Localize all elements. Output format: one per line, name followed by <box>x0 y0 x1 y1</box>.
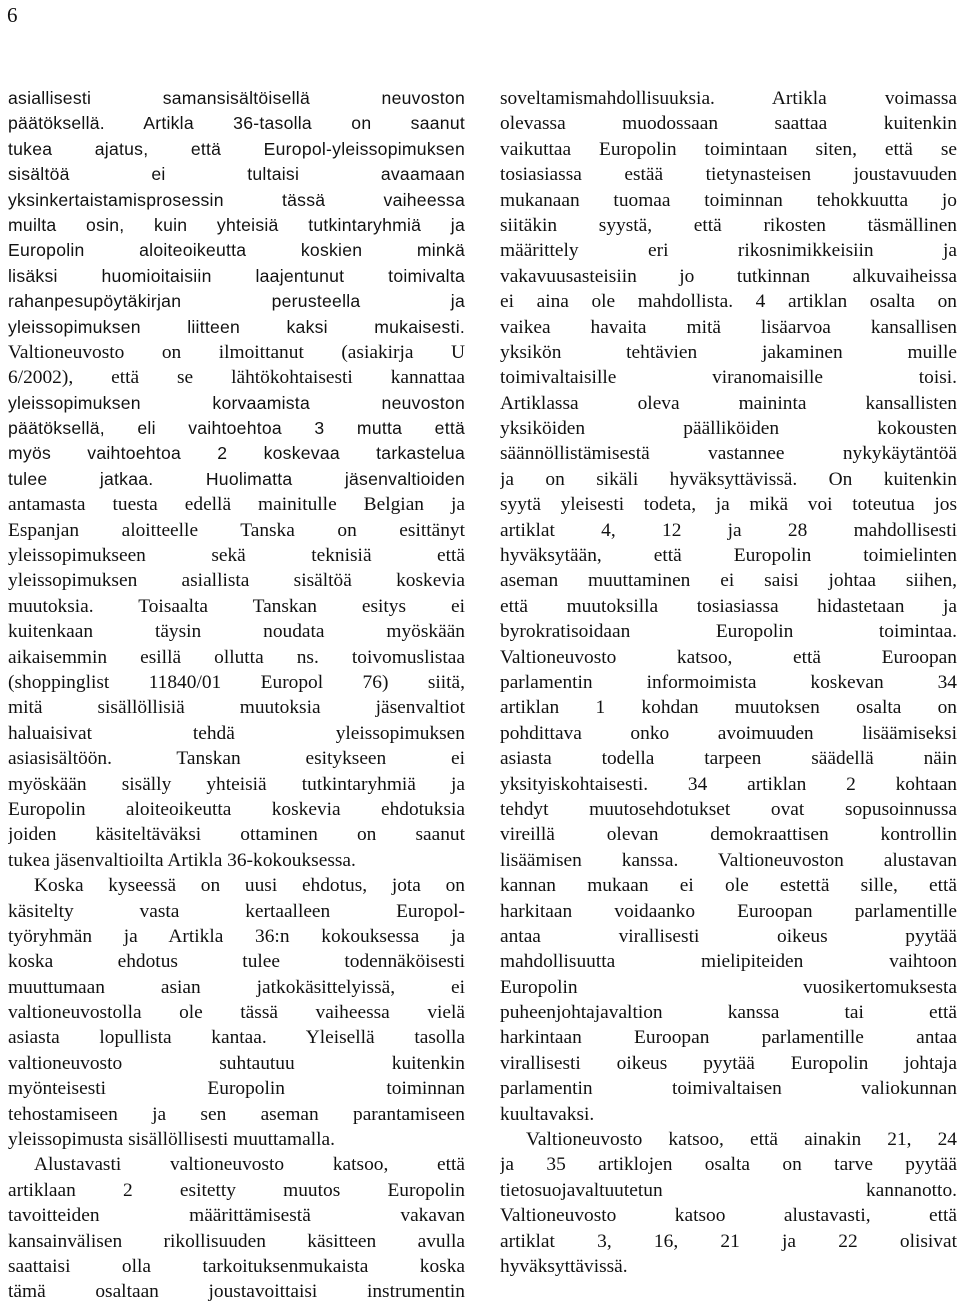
text-line: hyväksytään, että Europolin toimielinten <box>500 545 957 567</box>
text-line: yksikön tehtävien jakaminen muille <box>500 341 957 363</box>
text-line: säännöllistämisestä vastannee nykykäytäntöä <box>500 443 957 465</box>
text-line: muilta osin, kuin yhteisiä tutkintaryhmiä ja <box>8 214 465 235</box>
text-line: koska ehdotus tulee todennäköisesti <box>8 951 465 973</box>
text-line: parlamentin informoimista koskevan 34 <box>500 671 957 693</box>
text-line: lisäämisen kanssa. Valtioneuvoston alustavan <box>500 849 957 871</box>
text-line: harkitaan voidaanko Euroopan parlamentille <box>500 900 957 922</box>
text-line: ja on sikäli hyväksyttävissä. On kuitenkin <box>500 468 957 490</box>
text-line: Artiklassa oleva maininta kansallisten <box>500 392 957 414</box>
text-line: ei aina ole mahdollista. 4 artiklan osalta on <box>500 291 957 313</box>
text-line: käsitelty vasta kertaalleen Europol- <box>8 900 465 922</box>
text-line: 6/2002), että se lähtökohtaisesti kannattaa <box>8 367 465 389</box>
text-line: ja 35 artiklojen osalta on tarve pyytää <box>500 1154 957 1176</box>
text-line: Valtioneuvosto on ilmoittanut (asiakirja U <box>8 341 465 363</box>
text-line: byrokratisoidaan Europolin toimintaa. <box>500 621 957 643</box>
text-line: (shoppinglist 11840/01 Europol 76) siitä, <box>8 671 465 693</box>
page-number: 6 <box>7 3 18 27</box>
text-line: vireillä olevan demokraattisen kontrollin <box>500 824 957 846</box>
text-line: asiasta todella tarpeen säädellä näin <box>500 748 957 770</box>
text-line: soveltamismahdollisuuksia. Artikla voimassa <box>500 88 957 109</box>
text-line: mitä sisällöllisiä muutoksia jäsenvaltiot <box>8 697 465 719</box>
text-line: Espanjan aloitteelle Tanska on esittänyt <box>8 519 465 541</box>
text-line: tämä osaltaan joustavoittaisi instrumentin <box>8 1281 465 1303</box>
text-line: pohdittava onko avoimuuden lisäämiseksi <box>500 722 957 744</box>
text-line: haluaisivat tehdä yleissopimuksen <box>8 722 465 744</box>
text-line: muutoksia. Toisaalta Tanskan esitys ei <box>8 595 465 617</box>
text-line: Valtioneuvosto katsoo, että Euroopan <box>500 646 957 668</box>
text-line: Europolin vuosikertomuksesta <box>500 976 957 998</box>
text-line: yksinkertaistamisprosessin tässä vaiheessa <box>8 189 465 210</box>
text-line: tehdyt muutosehdotukset ovat sopusoinnussa <box>500 798 957 820</box>
text-line: asiallisesti samansisältöisellä neuvoston <box>8 88 465 108</box>
text-line: artiklat 4, 12 ja 28 mahdollisesti <box>500 519 957 541</box>
text-line: saattaisi olla tarkoituksenmukaista koska <box>8 1255 465 1277</box>
text-line: mukanaan tuomaa toiminnan tehokkuutta jo <box>500 189 957 211</box>
text-line: määrittely eri rikosnimikkeisiin ja <box>500 240 957 262</box>
text-line: rahanpesupöytäkirjan perusteella ja <box>8 291 465 312</box>
text-line: tehostamiseen ja sen aseman parantamiseen <box>8 1103 465 1125</box>
left-text-column <box>8 86 465 1305</box>
text-line: virallisesti oikeus pyytää Europolin johtaja <box>500 1052 957 1074</box>
text-line: tosiasiassa estää tietynasteisen joustavuuden <box>500 164 957 186</box>
text-line: tukea jäsenvaltioilta Artikla 36-kokouksessa. <box>8 849 356 871</box>
text-line: Alustavasti valtioneuvosto katsoo, että <box>34 1154 465 1176</box>
text-line: vaikea havaita mitä lisäarvoa kansallisen <box>500 316 957 338</box>
text-line: joiden käsiteltäväksi ottaminen on saanut <box>8 824 465 846</box>
text-line: hyväksyttävissä. <box>500 1255 628 1277</box>
text-line: Valtioneuvosto katsoo alustavasti, että <box>500 1205 957 1227</box>
text-line: yleissopimusta sisällöllisesti muuttamalla. <box>8 1129 335 1151</box>
text-line: aikaisemmin esillä ollutta ns. toivomuslistaa <box>8 646 465 668</box>
text-line: yleissopimuksen liitteen kaksi mukaisesti. <box>8 316 465 337</box>
text-line: yleissopimuksen korvaamista neuvoston <box>8 392 465 413</box>
text-line: siitäkin syystä, että rikosten täsmällinen <box>500 214 957 236</box>
text-line: Koska kyseessä on uusi ehdotus, jota on <box>34 875 465 897</box>
text-line: puheenjohtajavaltion kanssa tai että <box>500 1002 957 1024</box>
text-line: yksiköiden päälliköiden kokousten <box>500 418 957 440</box>
text-line: lisäksi huomioitaisiin laajentunut toimivalta <box>8 265 465 286</box>
text-line: valtioneuvosto suhtautuu kuitenkin <box>8 1052 465 1074</box>
text-line: tavoitteiden määrittämisestä vakavan <box>8 1205 465 1227</box>
text-line: päätöksellä. Artikla 36-tasolla on saanut <box>8 113 465 134</box>
text-line: kuitenkaan täysin noudata myöskään <box>8 621 465 643</box>
text-line: yleissopimukseen sekä teknisiä että <box>8 545 465 567</box>
text-line: päätöksellä, eli vaihtoehtoa 3 mutta että <box>8 418 465 439</box>
text-line: muuttumaan asian jatkokäsittelyissä, ei <box>8 976 465 998</box>
text-line: antaa virallisesti oikeus pyytää <box>500 925 957 947</box>
text-line: tietosuojavaltuutetun kannanotto. <box>500 1179 957 1201</box>
text-line: artiklaan 2 esitetty muutos Europolin <box>8 1179 465 1201</box>
text-line: sisältöä ei tultaisi avaamaan <box>8 164 465 185</box>
text-line: mahdollisuutta mielipiteiden vaihtoon <box>500 951 957 973</box>
text-line: myöskään sisälly yhteisiä tutkintaryhmiä ja <box>8 773 465 795</box>
text-line: tulee jatkaa. Huolimatta jäsenvaltioiden <box>8 468 465 489</box>
text-line: artiklat 3, 16, 21 ja 22 olisivat <box>500 1230 957 1252</box>
text-line: artiklan 1 kohdan muutoksen osalta on <box>500 697 957 719</box>
text-line: toimivaltaisille viranomaisille toisi. <box>500 367 957 389</box>
text-line: vakavuusasteisiin jo tutkinnan alkuvaiheissa <box>500 265 957 287</box>
text-line: harkintaan Euroopan parlamentille antaa <box>500 1027 957 1049</box>
text-line: asiasta lopullista kantaa. Yleisellä tasolla <box>8 1027 465 1049</box>
text-line: kannan mukaan ei ole estettä sille, että <box>500 875 957 897</box>
text-line: työryhmän ja Artikla 36:n kokouksessa ja <box>8 925 465 947</box>
text-line: yleissopimuksen asiallista sisältöä koskevia <box>8 570 465 592</box>
text-line: myönteisesti Europolin toiminnan <box>8 1078 465 1100</box>
text-line: asiasisältöön. Tanskan esitykseen ei <box>8 748 465 770</box>
text-line: Europolin aloiteoikeutta koskien minkä <box>8 240 465 261</box>
text-line: kuultavaksi. <box>500 1103 595 1125</box>
text-line: tukea ajatus, että Europol-yleissopimuksen <box>8 138 465 159</box>
right-text-column <box>500 86 957 1279</box>
text-line: että muutoksilla tosiasiassa hidastetaan ja <box>500 595 957 617</box>
text-line: parlamentin toimivaltaisen valiokunnan <box>500 1078 957 1100</box>
text-line: olevassa muodossaan saattaa kuitenkin <box>500 113 957 135</box>
text-line: myös vaihtoehtoa 2 koskevaa tarkastelua <box>8 443 465 464</box>
text-line: vaikuttaa Europolin toimintaan siten, että se <box>500 138 957 160</box>
text-line: valtioneuvostolla ole tässä vaiheessa vielä <box>8 1002 465 1024</box>
text-line: aseman muuttaminen ei saisi johtaa siihen, <box>500 570 957 592</box>
text-line: Europolin aloiteoikeutta koskevia ehdotuksia <box>8 798 465 820</box>
text-line: Valtioneuvosto katsoo, että ainakin 21, 24 <box>526 1129 957 1151</box>
text-line: kansainvälisen rikollisuuden käsitteen avulla <box>8 1230 465 1252</box>
text-line: yksityiskohtaisesti. 34 artiklan 2 kohtaan <box>500 773 957 795</box>
text-line: antamasta tuesta edellä mainitulle Belgian ja <box>8 494 465 516</box>
text-line: syytä yleisesti todeta, ja mikä voi toteutua jos <box>500 494 957 516</box>
